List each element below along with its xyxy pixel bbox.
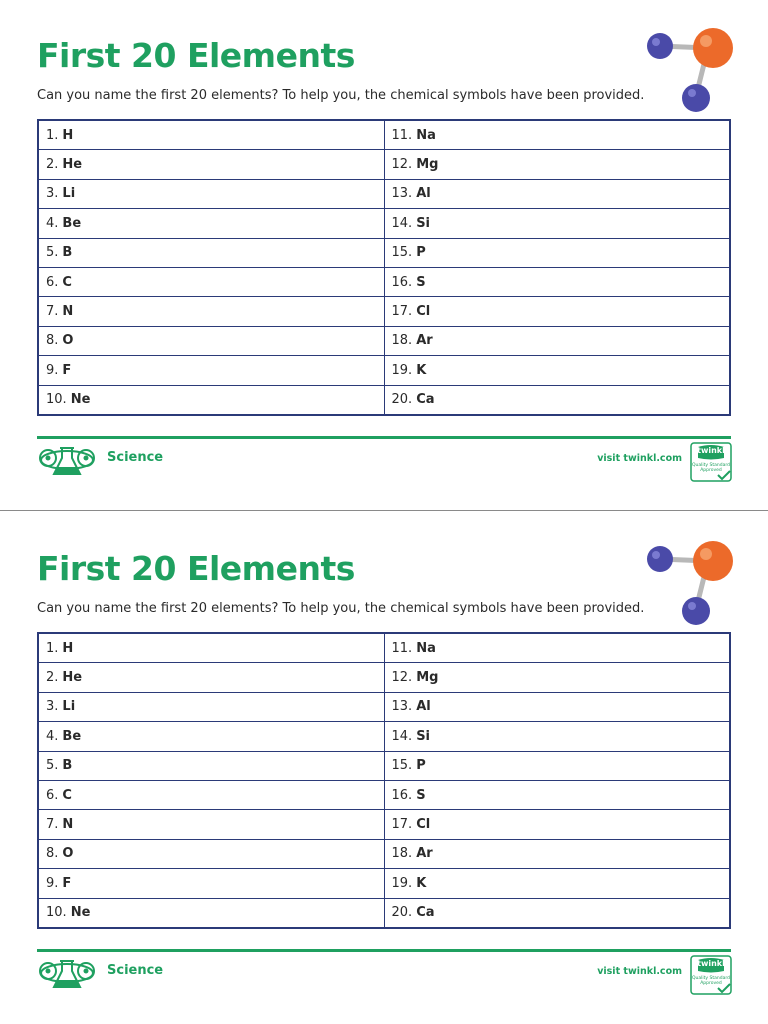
- table-row: [38, 267, 730, 296]
- element-cell: 18. Ar: [384, 839, 730, 868]
- element-cell: 4. Be: [38, 209, 384, 238]
- element-cell: 10. Ne: [38, 898, 384, 928]
- table-row: [38, 297, 730, 326]
- subject-label: Science: [107, 963, 164, 978]
- element-cell: 3. Li: [38, 692, 384, 721]
- element-cell: 1. H: [38, 120, 384, 150]
- page-title: First 20 Elements: [37, 36, 355, 75]
- element-cell: 8. O: [38, 839, 384, 868]
- badge-name: twinkl: [697, 446, 725, 455]
- element-cell: 7. N: [38, 810, 384, 839]
- element-cell: 15. P: [384, 238, 730, 267]
- quality-badge-icon: [690, 442, 732, 482]
- element-cell: 14. Si: [384, 722, 730, 751]
- element-cell: 13. Al: [384, 692, 730, 721]
- cut-line: [0, 510, 768, 511]
- element-cell: 19. K: [384, 869, 730, 898]
- footer-divider: [37, 436, 731, 439]
- element-cell: 20. Ca: [384, 385, 730, 415]
- instructions: Can you name the first 20 elements? To help you, the chemical symbols have been provided.: [37, 88, 645, 103]
- element-cell: 13. Al: [384, 179, 730, 208]
- science-lab-icon: [36, 440, 98, 480]
- worksheet-top: [0, 0, 768, 500]
- element-cell: 7. N: [38, 297, 384, 326]
- element-cell: 17. Cl: [384, 810, 730, 839]
- element-cell: 19. K: [384, 356, 730, 385]
- table-row: [38, 385, 730, 415]
- table-row: [38, 780, 730, 809]
- molecule-icon: [640, 539, 740, 629]
- element-cell: 15. P: [384, 751, 730, 780]
- element-cell: 5. B: [38, 751, 384, 780]
- table-row: [38, 751, 730, 780]
- table-row: [38, 209, 730, 238]
- site-link[interactable]: visit twinkl.com: [597, 453, 682, 464]
- table-row: [38, 179, 730, 208]
- element-cell: 4. Be: [38, 722, 384, 751]
- table-row: [38, 120, 730, 150]
- table-row: [38, 898, 730, 928]
- element-cell: 14. Si: [384, 209, 730, 238]
- site-link[interactable]: visit twinkl.com: [597, 966, 682, 977]
- instructions: Can you name the first 20 elements? To help you, the chemical symbols have been provided.: [37, 601, 645, 616]
- element-cell: 11. Na: [384, 633, 730, 663]
- subject-label: Science: [107, 450, 164, 465]
- table-row: [38, 238, 730, 267]
- badge-name: twinkl: [697, 959, 725, 968]
- element-cell: 18. Ar: [384, 326, 730, 355]
- table-row: [38, 326, 730, 355]
- elements-table: [37, 632, 731, 929]
- footer-divider: [37, 949, 731, 952]
- elements-table: [37, 119, 731, 416]
- table-row: [38, 869, 730, 898]
- table-row: [38, 663, 730, 692]
- badge-text: Quality Standard Approved: [692, 463, 730, 473]
- element-cell: 12. Mg: [384, 663, 730, 692]
- table-row: [38, 810, 730, 839]
- table-row: [38, 839, 730, 868]
- element-cell: 17. Cl: [384, 297, 730, 326]
- page-title: First 20 Elements: [37, 549, 355, 588]
- table-row: [38, 150, 730, 179]
- element-cell: 10. Ne: [38, 385, 384, 415]
- science-lab-icon: [36, 953, 98, 993]
- table-row: [38, 692, 730, 721]
- badge-text: Quality Standard Approved: [692, 976, 730, 986]
- element-cell: 8. O: [38, 326, 384, 355]
- molecule-icon: [640, 26, 740, 116]
- element-cell: 12. Mg: [384, 150, 730, 179]
- element-cell: 6. C: [38, 267, 384, 296]
- element-cell: 9. F: [38, 356, 384, 385]
- element-cell: 1. H: [38, 633, 384, 663]
- element-cell: 11. Na: [384, 120, 730, 150]
- table-row: [38, 633, 730, 663]
- table-row: [38, 356, 730, 385]
- element-cell: 3. Li: [38, 179, 384, 208]
- element-cell: 6. C: [38, 780, 384, 809]
- element-cell: 5. B: [38, 238, 384, 267]
- quality-badge-icon: [690, 955, 732, 995]
- worksheet-bottom: [0, 513, 768, 1013]
- element-cell: 2. He: [38, 663, 384, 692]
- element-cell: 16. S: [384, 780, 730, 809]
- table-row: [38, 722, 730, 751]
- element-cell: 2. He: [38, 150, 384, 179]
- element-cell: 16. S: [384, 267, 730, 296]
- element-cell: 20. Ca: [384, 898, 730, 928]
- element-cell: 9. F: [38, 869, 384, 898]
